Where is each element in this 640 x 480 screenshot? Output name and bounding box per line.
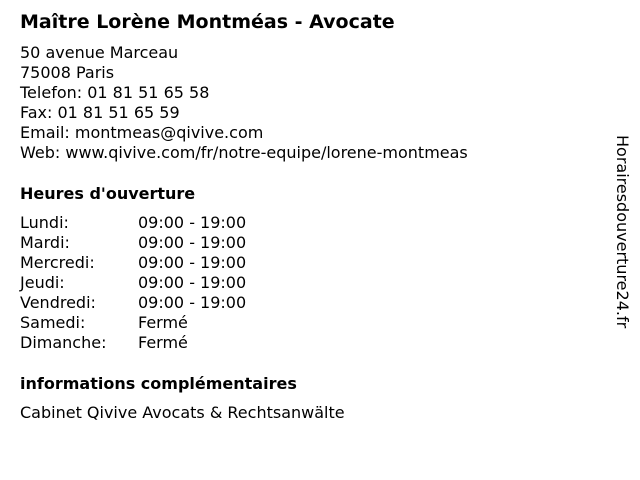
- hours-value: 09:00 - 19:00: [138, 273, 247, 292]
- phone-number: Telefon: 01 81 51 65 58: [20, 83, 210, 102]
- hours-value: 09:00 - 19:00: [138, 253, 247, 272]
- website-address: Web: www.qivive.com/fr/notre-equipe/lorene-montmeas: [20, 143, 468, 162]
- day-label: Jeudi:: [20, 273, 65, 292]
- day-label: Mardi:: [20, 233, 70, 252]
- page-title: Maître Lorène Montméas - Avocate: [20, 11, 395, 33]
- hours-value: Fermé: [138, 333, 188, 352]
- day-label: Samedi:: [20, 313, 86, 332]
- hours-value: 09:00 - 19:00: [138, 233, 247, 252]
- day-label: Mercredi:: [20, 253, 95, 272]
- city-postcode: 75008 Paris: [20, 63, 115, 82]
- fax-number: Fax: 01 81 51 65 59: [20, 103, 180, 122]
- contact-block: [20, 43, 468, 163]
- extra-info-heading: informations complémentaires: [20, 374, 297, 393]
- day-label: Lundi:: [20, 213, 69, 232]
- hours-value: 09:00 - 19:00: [138, 213, 247, 232]
- hours-heading: Heures d'ouverture: [20, 184, 196, 203]
- email-address: Email: montmeas@qivive.com: [20, 123, 264, 142]
- day-label: Vendredi:: [20, 293, 96, 312]
- day-label: Dimanche:: [20, 333, 107, 352]
- hours-value: 09:00 - 19:00: [138, 293, 247, 312]
- extra-info-text: Cabinet Qivive Avocats & Rechtsanwälte: [20, 403, 345, 422]
- hours-value: Fermé: [138, 313, 188, 332]
- street-address: 50 avenue Marceau: [20, 43, 179, 62]
- side-brand-watermark: Horairesdouverture24.fr: [613, 135, 632, 329]
